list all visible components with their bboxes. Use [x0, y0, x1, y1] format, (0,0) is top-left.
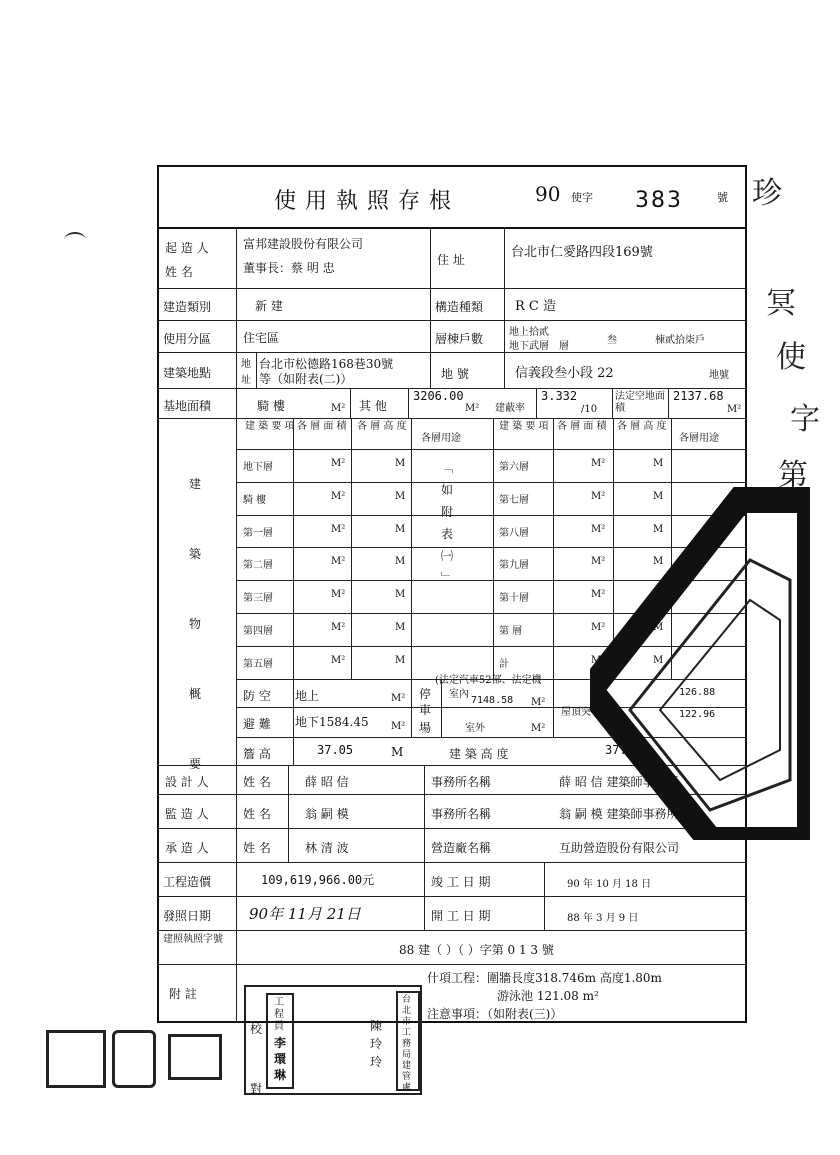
start-value: 88 年 3 月 9 日 [567, 913, 639, 924]
header-item-right: 建 築 要 項 [499, 421, 549, 432]
header-area-left: 各 層 面 積 [297, 421, 347, 432]
parking-outdoor-label: 室外 [465, 723, 485, 734]
contractor-name-label: 姓 名 [243, 841, 271, 855]
right-floor-label: 第六層 [499, 462, 529, 473]
cost-value: 109,619,966.00元 [261, 873, 375, 887]
right-floor-label: 第 層 [499, 626, 523, 637]
right-floor-height-unit: M [653, 556, 664, 568]
parking-label2: 車 [419, 703, 432, 717]
building-type-label: 建造類別 [163, 300, 212, 314]
corner-stamp [590, 480, 810, 840]
applicant-address: 台北市仁愛路四段169號 [511, 245, 653, 260]
coverage-unit: /10 [581, 404, 598, 415]
contractor-office: 互助營造股份有限公司 [559, 841, 680, 855]
evac-unit: M² [391, 721, 406, 732]
header-height-right: 各 層 高 度 [617, 421, 667, 432]
shelter-label: 防 空 [243, 689, 271, 703]
corner-stamp-graphic [590, 480, 810, 840]
seal-stamp-3 [168, 1034, 222, 1080]
building-type-value: 新 建 [255, 299, 283, 313]
permit-value: 88 建（ ）（ ）字第 0 1 3 號 [399, 943, 554, 957]
right-floor-area-unit: M² [591, 458, 606, 469]
location-addr-label2: 址 [241, 375, 251, 386]
supervisor-name: 翁 嗣 模 [305, 807, 349, 821]
location-address: 台北市松德路168巷30號 [259, 357, 394, 371]
building-type-row [159, 289, 745, 321]
parking-indoor-label: 室內 [449, 689, 469, 700]
use-zone-label: 使用分區 [163, 332, 212, 346]
roof-label: 屋頂突 [561, 707, 591, 718]
use-zone-value: 住宅區 [243, 331, 280, 345]
seal-stamp-2 [112, 1030, 156, 1088]
left-floor-label: 騎 樓 [243, 494, 267, 506]
supervisor-name-label: 姓 名 [243, 807, 271, 821]
legal-open-value: 2137.68 [673, 389, 724, 403]
header-height-left: 各 層 高 度 [357, 421, 407, 432]
parking-label1: 停 [419, 687, 432, 701]
seal-stamp-1 [46, 1030, 106, 1088]
engineer-label: 工程員 [274, 997, 284, 1032]
right-floor-height-unit: M [653, 654, 664, 666]
start-label: 開 工 日 期 [431, 909, 491, 923]
designer-name: 薛 昭 信 [305, 775, 349, 789]
city-stamp: 台北市工務局建管處 [402, 995, 412, 1093]
address-label: 住 址 [437, 253, 465, 267]
shelter-unit: M² [391, 693, 406, 704]
usage-note-char: 表 [441, 527, 454, 541]
left-floor-height-unit: M [395, 556, 406, 568]
evac-value: 地下1584.45 [295, 715, 369, 729]
applicant-rep: 董事長：蔡 明 忠 [243, 261, 335, 275]
location-address2: 等（如附表(二)） [259, 372, 353, 386]
shelter-value: 地上 [295, 689, 320, 703]
roof-value1: 126.88 [679, 687, 716, 698]
review-label: 校對 [250, 1022, 263, 1096]
circle-mark [64, 232, 86, 248]
other-value: 3206.00 [413, 389, 464, 403]
left-floor-height-unit: M [395, 523, 406, 535]
evac-label: 避 難 [243, 717, 271, 731]
building-label-char: 物 [189, 617, 202, 631]
attach-label: 附 註 [169, 987, 197, 1001]
site-area-label: 基地面積 [163, 399, 212, 413]
header-use-right: 各層用途 [679, 433, 719, 444]
building-label-char: 建 [189, 477, 202, 491]
contractor-office-label: 營造廠名稱 [431, 841, 492, 855]
right-floor-area-unit: M² [591, 556, 606, 568]
floors-below: 地下武層 [509, 341, 549, 352]
header-use-left: 各層用途 [421, 433, 461, 444]
floors-above: 地上拾貳 [509, 327, 549, 338]
right-floor-area-unit: M² [591, 654, 606, 666]
right-floor-height-unit: M [653, 458, 664, 469]
permit-label: 建照執照字號 [163, 934, 223, 945]
applicant-company: 富邦建設股份有限公司 [243, 237, 364, 251]
usage-note-char: ﹁ [441, 461, 454, 475]
eave-label: 簷 高 [243, 747, 271, 761]
done-label: 竣 工 日 期 [431, 875, 491, 889]
lot-label: 地 號 [441, 367, 469, 381]
bldg-height-value: 37.2 [605, 743, 634, 757]
right-floor-area-unit: M² [591, 622, 606, 633]
left-floor-area-unit: M² [331, 654, 346, 666]
issue-row [159, 897, 745, 931]
coverage-label: 建蔽率 [495, 403, 525, 414]
attach-pool: 游泳池 121.08 m² [497, 989, 599, 1003]
left-floor-area-unit: M² [331, 458, 346, 469]
floors-suffix: 層 [559, 341, 569, 352]
margin-char: 冥 [766, 286, 796, 321]
floors-label: 層棟戶數 [435, 332, 484, 346]
left-floor-label: 第四層 [243, 626, 273, 637]
usage-note-char: 如 [441, 483, 454, 497]
margin-char: 珍 [752, 176, 782, 211]
left-floor-area-unit: M² [331, 523, 346, 535]
designer-role: 設 計 人 [165, 775, 209, 789]
location-label: 建築地點 [163, 366, 212, 380]
left-floor-area-unit: M² [331, 556, 346, 568]
right-floor-area-unit: M² [591, 523, 606, 535]
parking-label3: 場 [419, 721, 432, 735]
usage-note-char: 附 [441, 505, 454, 519]
left-floor-area-unit: M² [331, 622, 346, 633]
left-floor-height-unit: M [395, 654, 406, 666]
applicant-label2: 姓 名 [165, 265, 193, 279]
applicant-row [159, 227, 745, 289]
cost-label: 工程造價 [163, 875, 212, 889]
parking-outdoor-unit: M² [531, 723, 546, 734]
building-count: 叁 [607, 335, 617, 346]
right-floor-height-unit: M [653, 589, 664, 601]
lot-value: 信義段叁小段 22 [515, 366, 614, 381]
header-area-right: 各 層 面 積 [557, 421, 607, 432]
right-floor-area-unit: M² [591, 589, 606, 601]
right-floor-label: 第八層 [499, 527, 529, 539]
left-floor-area-unit: M² [331, 589, 346, 601]
supervisor-office: 翁 嗣 模 建築師事務所 [559, 807, 679, 821]
location-addr-label1: 地 [241, 359, 251, 370]
right-floor-label: 計 [499, 658, 509, 670]
header-item-left: 建 築 要 項 [245, 421, 295, 432]
cert-word: 使字 [571, 191, 593, 204]
other-label: 其 他 [359, 399, 387, 413]
right-floor-height-unit: M [653, 490, 664, 502]
arcade-unit: M² [331, 403, 346, 414]
contractor-name: 林 清 波 [305, 841, 349, 855]
right-floor-area-unit: M² [591, 490, 606, 502]
coverage-value: 3.332 [541, 389, 578, 403]
left-floor-label: 第二層 [243, 560, 273, 572]
margin-char: 使 [776, 340, 806, 375]
building-label-char: 概 [189, 687, 202, 701]
left-floor-height-unit: M [395, 490, 406, 502]
legal-open-label: 法定空地面積 [615, 391, 665, 414]
right-floor-height-unit: M [653, 523, 664, 535]
chief-name: 陳玲玲 [370, 1019, 383, 1069]
roof-value2: 122.96 [679, 709, 716, 720]
title-bar [159, 167, 745, 229]
approval-stamp-box [244, 985, 422, 1095]
doc-title: 使用執照存根 [274, 189, 461, 214]
parking-indoor-value: 7148.58 [471, 695, 514, 706]
margin-char: 字 [790, 402, 820, 437]
right-floor-label: 第十層 [499, 593, 529, 605]
designer-name-label: 姓 名 [243, 775, 271, 789]
lot-suffix: 地號 [709, 370, 729, 381]
parking-indoor-unit: M² [531, 697, 546, 708]
issue-value: 90年 11月 21日 [249, 905, 361, 923]
left-floor-label: 地下層 [243, 462, 273, 473]
margin-char: 第 [778, 458, 808, 493]
other-unit: M² [465, 403, 480, 414]
right-floor-label: 第九層 [499, 560, 529, 572]
eave-value: 37.05 [317, 743, 354, 757]
parking-note: (法定汽車52部、法定機 [435, 675, 542, 686]
left-floor-area-unit: M² [331, 490, 346, 502]
location-row [159, 353, 745, 389]
done-value: 90 年 10 月 18 日 [567, 879, 652, 890]
hao-label: 號 [717, 191, 728, 204]
applicant-label1: 起 造 人 [165, 241, 209, 255]
bldg-height-label: 建 築 高 度 [449, 747, 509, 761]
left-floor-label: 第五層 [243, 658, 273, 670]
left-floor-height-unit: M [395, 622, 406, 633]
designer-office: 薛 昭 信 建築師事務所 [559, 775, 679, 789]
doc-year: 90 [535, 182, 561, 206]
supervisor-role: 監 造 人 [165, 807, 209, 821]
building-label-char: 要 [189, 757, 202, 771]
arcade-label: 騎 樓 [257, 399, 285, 413]
engineer-name: 李環琳 [274, 1036, 287, 1082]
contractor-role: 承 造 人 [165, 841, 209, 855]
legal-open-unit: M² [727, 404, 742, 415]
cost-row [159, 863, 745, 897]
use-zone-row [159, 321, 745, 353]
left-floor-label: 第一層 [243, 527, 273, 539]
eave-unit: M [391, 745, 404, 759]
issue-label: 發照日期 [163, 909, 212, 923]
building-label [189, 449, 205, 799]
designer-office-label: 事務所名稱 [431, 775, 492, 789]
permit-row [159, 931, 745, 965]
left-floor-height-unit: M [395, 589, 406, 601]
attach-notes: 注意事項：（如附表(三)） [427, 1007, 563, 1021]
building-label-char: 築 [189, 547, 202, 561]
attach-misc: 什項工程：圍牆長度318.746m 高度1.80m [427, 971, 662, 985]
structure-label: 構造種類 [435, 300, 484, 314]
left-floor-label: 第三層 [243, 593, 273, 605]
left-floor-height-unit: M [395, 458, 406, 469]
site-area-row [159, 389, 745, 419]
usage-note-char: ㈠ [441, 549, 454, 563]
right-floor-height-unit: M [653, 622, 664, 633]
structure-value: R C 造 [515, 299, 556, 314]
supervisor-office-label: 事務所名稱 [431, 807, 492, 821]
right-floor-label: 第七層 [499, 494, 529, 506]
households: 棟貳拾柒戶 [655, 335, 705, 346]
usage-note-char: ﹂ [441, 571, 454, 585]
doc-number: 383 [635, 188, 683, 213]
